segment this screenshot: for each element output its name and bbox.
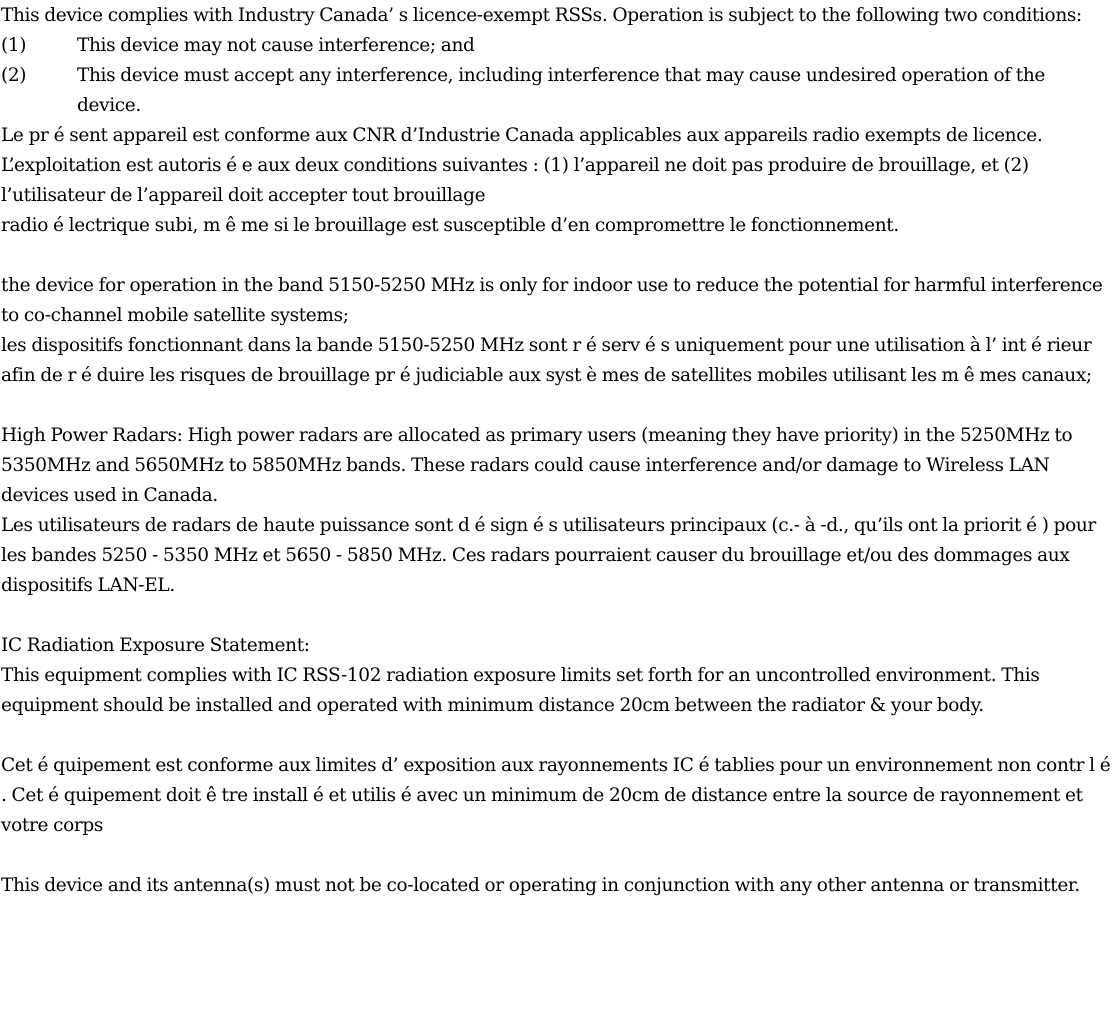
condition-text: This device must accept any interference, including interference that may cause undesired operation of the device.: [77, 65, 1046, 116]
radiation-french: Cet é quipement est conforme aux limites d’ exposition aux rayonnements IC é tablies pour un environnement non contr l é . Cet é quipement doit ê tre install é et utilis é avec un minimum de 20cm de distance entre la source de rayonnement et votre corps: [1, 755, 1111, 836]
band-french: les dispositifs fonctionnant dans la bande 5150-5250 MHz sont r é serv é s uniquement pour une utilisation à l’ int é rieur afin de r é duire les risques de brouillage pr é judiciable aux syst è mes de satellites mobiles utilisant les m ê mes canaux;: [1, 335, 1092, 386]
condition-item-2: [1, 61, 1113, 121]
paragraph-gap: [1, 241, 1113, 271]
condition-number: (1): [1, 35, 27, 56]
condition-item-1: [1, 31, 1113, 61]
radar-english: High Power Radars: High power radars are allocated as primary users (meaning they have priority) in the 5250MHz to 5350MHz and 5650MHz to 5850MHz bands. These radars could cause interference and/or damage to Wireless LAN devices used in Canada.: [1, 425, 1073, 506]
radiation-heading: IC Radiation Exposure Statement:: [1, 635, 310, 656]
condition-number: (2): [1, 65, 27, 86]
paragraph-gap: [1, 601, 1113, 631]
radar-french: Les utilisateurs de radars de haute puissance sont d é sign é s utilisateurs principaux (c.- à -d., qu’ils ont la priorit é ) pour les bandes 5250 - 5350 MHz et 5650 - 5850 MHz. Ces radars pourraient causer du brouillage et/ou des dommages aux dispositifs LAN-EL.: [1, 515, 1096, 596]
paragraph-gap: [1, 391, 1113, 421]
paragraph-gap: [1, 721, 1113, 751]
intro-french-line-2: radio é lectrique subi, m ê me si le brouillage est susceptible d’en compromettre le fonctionnement.: [1, 215, 899, 236]
intro-english: This device complies with Industry Canada’ s licence-exempt RSSs. Operation is subject to the following two conditions:: [1, 5, 1082, 26]
colocation-english: This device and its antenna(s) must not be co-located or operating in conjunction with any other antenna or transmitter.: [1, 875, 1080, 896]
band-english: the device for operation in the band 5150-5250 MHz is only for indoor use to reduce the potential for harmful interference to co-channel mobile satellite systems;: [1, 275, 1103, 326]
radiation-english: This equipment complies with IC RSS-102 radiation exposure limits set forth for an uncontrolled environment. This equipment should be installed and operated with minimum distance 20cm between the radiator & your body.: [1, 665, 1040, 716]
paragraph-gap: [1, 841, 1113, 871]
intro-french: Le pr é sent appareil est conforme aux CNR d’Industrie Canada applicables aux appareils radio exempts de licence. L’exploitation est autoris é e aux deux conditions suivantes : (1) l’appareil ne doit pas produire de brouillage, et (2) l’utilisateur de l’appareil doit accepter tout brouillage: [1, 125, 1043, 206]
compliance-document: [1, 1, 1113, 901]
condition-text: This device may not cause interference; and: [77, 35, 475, 56]
